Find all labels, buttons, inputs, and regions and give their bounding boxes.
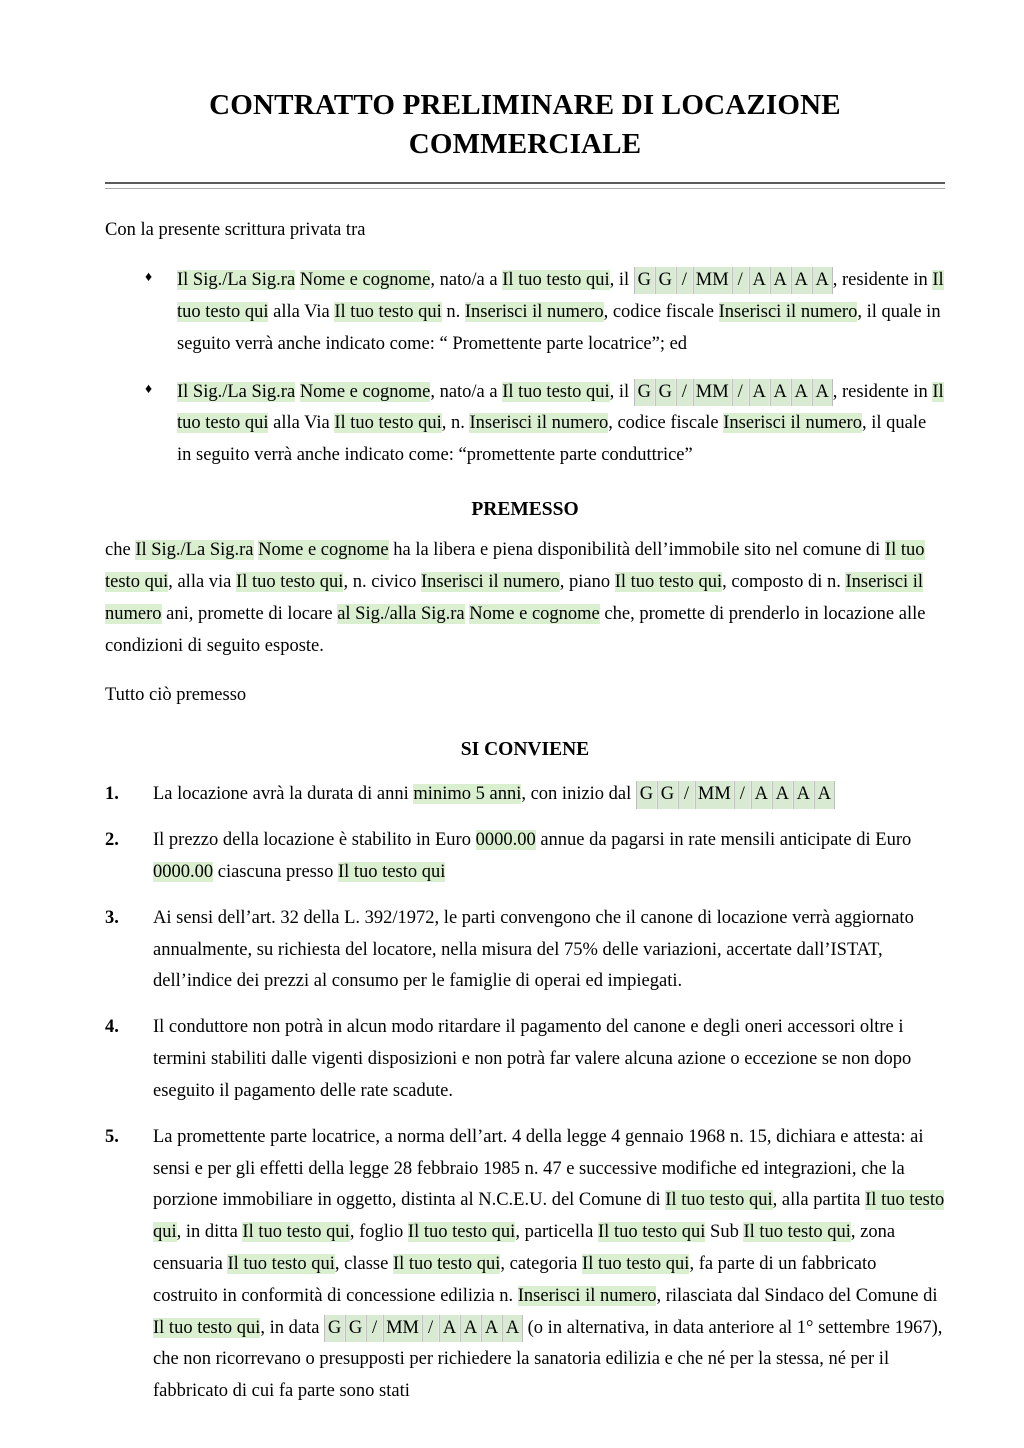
list-item (105, 825, 945, 889)
static-text: , codice fiscale (603, 301, 719, 322)
static-text: , nato/a a (430, 381, 503, 402)
field-luogo-pagamento[interactable]: Il tuo testo qui (337, 862, 446, 883)
date-cell[interactable]: A (812, 379, 833, 406)
field-numero-civico[interactable]: Inserisci il numero (464, 301, 604, 322)
date-cell[interactable]: A (749, 267, 770, 294)
field-via[interactable]: Il tuo testo qui (334, 413, 442, 434)
premesso-paragraph (105, 535, 945, 662)
date-cell[interactable]: / (422, 1315, 439, 1342)
clause-text: Ai sensi dell’art. 32 della L. 392/1972, le parti convengono che il canone di locazione verrà aggiornato annualmente, su richiesta del locatore, nella misura del 75% delle variazioni, accertate dall’ISTAT, dell’indice dei prezzi al consumo per le famiglie di operai ed impiegati. (153, 907, 914, 992)
date-cell[interactable]: / (678, 781, 695, 808)
date-cell[interactable]: G (655, 267, 676, 294)
static-text: , alla via (168, 571, 237, 592)
field-nome-proprietario[interactable]: Nome e cognome (258, 540, 389, 561)
field-numero-civico[interactable]: Inserisci il numero (469, 413, 609, 434)
clause-number: 5. (105, 1126, 119, 1147)
static-text: La locazione avrà la durata di anni (153, 784, 414, 805)
static-text: Sub (705, 1222, 744, 1243)
diamond-bullet-icon: ♦ (145, 381, 153, 397)
field-comune-concessione[interactable]: Il tuo testo qui (153, 1317, 261, 1338)
static-text: , con inizio dal (521, 784, 636, 805)
date-cell[interactable]: A (791, 267, 812, 294)
static-text: ani, promette di locare (161, 603, 338, 624)
date-cell[interactable]: / (732, 267, 749, 294)
date-cell[interactable]: A (814, 781, 835, 808)
date-cell[interactable]: G (634, 379, 655, 406)
static-text: Il prezzo della locazione è stabilito in Euro (153, 830, 476, 851)
date-cell[interactable]: G (634, 267, 655, 294)
static-text: , il quale in seguito verrà anche indicato come: “promettente parte conduttrice” (177, 413, 927, 466)
list-item (105, 1122, 945, 1408)
static-text: , residente in (832, 381, 933, 402)
field-data-concessione[interactable] (324, 1318, 523, 1338)
date-cell[interactable]: / (732, 379, 749, 406)
field-piano[interactable]: Il tuo testo qui (614, 571, 723, 592)
date-cell[interactable]: / (734, 781, 751, 808)
static-text: La promettente parte locatrice, a norma dell’art. 4 della legge 4 gennaio 1968 n. 15, dichiara e attesta: ai sensi e per gli effetti della legge 28 febbraio 1985 n. 47 e successive modifiche ed integrazioni, che la porzione immobiliare in oggetto, distinta al N.C.E.U. del Comune di (153, 1126, 924, 1211)
field-particella[interactable]: Il tuo testo qui (598, 1222, 706, 1243)
field-nome-conduttore[interactable]: Nome e cognome (469, 603, 600, 624)
date-cell[interactable]: A (439, 1315, 460, 1342)
date-cell[interactable]: A (481, 1315, 502, 1342)
static-text: n. (441, 301, 465, 322)
clause-number: 3. (105, 907, 119, 928)
field-zona-censuaria[interactable]: Il tuo testo qui (227, 1253, 335, 1274)
field-comune-nceu[interactable]: Il tuo testo qui (665, 1190, 773, 1211)
field-civico-immobile[interactable]: Inserisci il numero (421, 571, 560, 592)
clause-number: 2. (105, 830, 119, 851)
field-partita[interactable]: Il tuo testo qui (153, 1190, 945, 1243)
diamond-bullet-icon: ♦ (145, 270, 153, 286)
static-text: che, promette di prenderlo in locazione alle condizioni di seguito esposte. (105, 603, 926, 656)
static-text: annue da pagarsi in rate mensili anticipate di Euro (535, 830, 912, 851)
list-item (105, 265, 945, 360)
static-text: , particella (515, 1222, 599, 1243)
party-text (177, 382, 944, 466)
clause-text (153, 1127, 944, 1402)
title-divider (105, 182, 945, 189)
list-item (105, 779, 945, 811)
field-durata-anni[interactable]: minimo 5 anni (413, 784, 522, 805)
field-sub[interactable]: Il tuo testo qui (743, 1222, 851, 1243)
date-cell[interactable]: A (502, 1315, 523, 1342)
static-text: ciascuna presso (213, 862, 338, 883)
clause-number: 4. (105, 1017, 119, 1038)
date-cell[interactable]: A (812, 267, 833, 294)
page-title-line-1: CONTRATTO PRELIMINARE DI LOCAZIONE (209, 89, 841, 121)
date-cell[interactable]: G (324, 1315, 345, 1342)
static-text: , rilasciata dal Sindaco del Comune di (656, 1285, 938, 1306)
static-text: , zona censuaria (153, 1222, 896, 1274)
field-residenza-citta[interactable]: Il tuo testo qui (177, 270, 944, 322)
date-cell[interactable]: / (676, 379, 693, 406)
date-cell[interactable]: G (636, 781, 657, 808)
static-text: (o in alternativa, in data anteriore al 1° settembre 1967), che non ricorrevano o presupposti per richiedere la sanatoria edilizia e che né per la stessa, né per il fabbricato di cui fa parte sono stati (153, 1317, 943, 1402)
section-heading-si-conviene: SI CONVIENE (460, 739, 590, 761)
static-text: , nato/a a (430, 270, 503, 291)
field-ditta[interactable]: Il tuo testo qui (242, 1222, 350, 1243)
field-categoria[interactable]: Il tuo testo qui (582, 1253, 690, 1274)
static-text: , residente in (832, 270, 933, 291)
date-cell[interactable]: MM (693, 379, 732, 406)
list-item (105, 903, 945, 998)
list-item (105, 1012, 945, 1107)
clause-text (153, 830, 911, 882)
static-text: , alla partita (772, 1190, 866, 1211)
clauses-list (105, 779, 945, 1408)
static-text: ha la libera e piena disponibilità dell’immobile sito nel comune di (388, 540, 885, 561)
clause-number: 1. (105, 784, 119, 805)
field-classe[interactable]: Il tuo testo qui (392, 1253, 501, 1274)
tutto-cio-premesso-paragraph: Tutto ciò premesso (105, 685, 247, 706)
static-text: , n. (441, 413, 470, 434)
field-data-inizio[interactable] (636, 784, 835, 804)
date-cell[interactable]: A (751, 781, 772, 808)
static-text: , composto di n. (722, 571, 846, 592)
document-content (105, 0, 945, 1408)
date-cell[interactable]: G (345, 1315, 366, 1342)
static-text: , foglio (349, 1222, 408, 1243)
field-data-nascita[interactable] (634, 382, 833, 402)
date-cell[interactable]: A (793, 781, 814, 808)
static-text: , n. civico (343, 571, 422, 592)
static-text: , il quale in seguito verrà anche indicato come: “ Promettente parte locatrice”; ed (177, 301, 941, 354)
static-text: , categoria (500, 1253, 583, 1274)
field-titolo[interactable]: Il Sig./La Sig.ra (177, 270, 296, 291)
field-foglio[interactable]: Il tuo testo qui (407, 1222, 516, 1243)
field-numero-vani[interactable]: Inserisci il numero (105, 571, 924, 624)
date-cell[interactable]: A (460, 1315, 481, 1342)
field-canone-annuo[interactable]: 0000.00 (475, 830, 536, 851)
date-cell[interactable]: A (749, 379, 770, 406)
static-text: , codice fiscale (608, 413, 724, 434)
field-numero-concessione[interactable]: Inserisci il numero (517, 1285, 657, 1306)
field-nome-cognome[interactable]: Nome e cognome (299, 381, 431, 402)
field-via[interactable]: Il tuo testo qui (334, 301, 442, 322)
page-title-line-2: COMMERCIALE (408, 128, 642, 161)
static-text: , piano (559, 571, 615, 592)
static-text: , fa parte di un fabbricato costruito in conformità di concessione edilizia n. (153, 1253, 877, 1306)
field-luogo-nascita[interactable]: Il tuo testo qui (502, 381, 610, 402)
field-residenza-citta[interactable]: Il tuo testo qui (177, 381, 944, 434)
field-titolo[interactable]: Il Sig./La Sig.ra (177, 381, 296, 402)
date-cell[interactable]: A (770, 379, 791, 406)
static-text: , in data (260, 1317, 325, 1338)
static-text: , il (609, 381, 634, 402)
date-cell[interactable]: MM (383, 1315, 422, 1342)
date-cell[interactable]: A (770, 267, 791, 294)
static-text: alla Via (268, 301, 335, 322)
clause-text (153, 784, 835, 804)
field-via-immobile[interactable]: Il tuo testo qui (236, 571, 344, 592)
field-codice-fiscale[interactable]: Inserisci il numero (723, 413, 862, 434)
list-item (105, 377, 945, 472)
date-cell[interactable]: MM (695, 781, 734, 808)
field-nome-cognome[interactable]: Nome e cognome (299, 270, 431, 291)
field-data-nascita[interactable] (634, 270, 833, 290)
field-canone-mensile[interactable]: 0000.00 (153, 862, 214, 883)
date-cell[interactable]: A (791, 379, 812, 406)
field-luogo-nascita[interactable]: Il tuo testo qui (502, 270, 610, 291)
field-codice-fiscale[interactable]: Inserisci il numero (718, 301, 858, 322)
date-cell[interactable]: / (366, 1315, 383, 1342)
section-heading-premesso: PREMESSO (471, 498, 579, 520)
clause-text: Il conduttore non potrà in alcun modo ritardare il pagamento del canone e degli oneri accessori oltre i termini stabiliti dalle vigenti disposizioni e non potrà far valere alcuna azione o eccezione se non dopo eseguito il pagamento delle rate scadute. (153, 1017, 912, 1101)
date-cell[interactable]: G (657, 781, 678, 808)
date-cell[interactable]: G (655, 379, 676, 406)
field-titolo-conduttore[interactable]: al Sig./alla Sig.ra (337, 603, 465, 624)
page-title (105, 0, 945, 164)
field-titolo-proprietario[interactable]: Il Sig./La Sig.ra (135, 540, 254, 561)
field-comune-immobile[interactable]: Il tuo testo qui (105, 540, 925, 592)
static-text: che (105, 540, 136, 561)
intro-paragraph: Con la presente scrittura privata tra (105, 220, 366, 241)
date-cell[interactable]: / (676, 267, 693, 294)
party-text (177, 270, 944, 354)
date-cell[interactable]: MM (693, 267, 732, 294)
static-text: , il (609, 270, 634, 291)
date-cell[interactable]: A (772, 781, 793, 808)
static-text: alla Via (268, 413, 335, 434)
parties-list (105, 265, 945, 472)
static-text: , classe (334, 1253, 393, 1274)
static-text: , in ditta (176, 1222, 243, 1243)
